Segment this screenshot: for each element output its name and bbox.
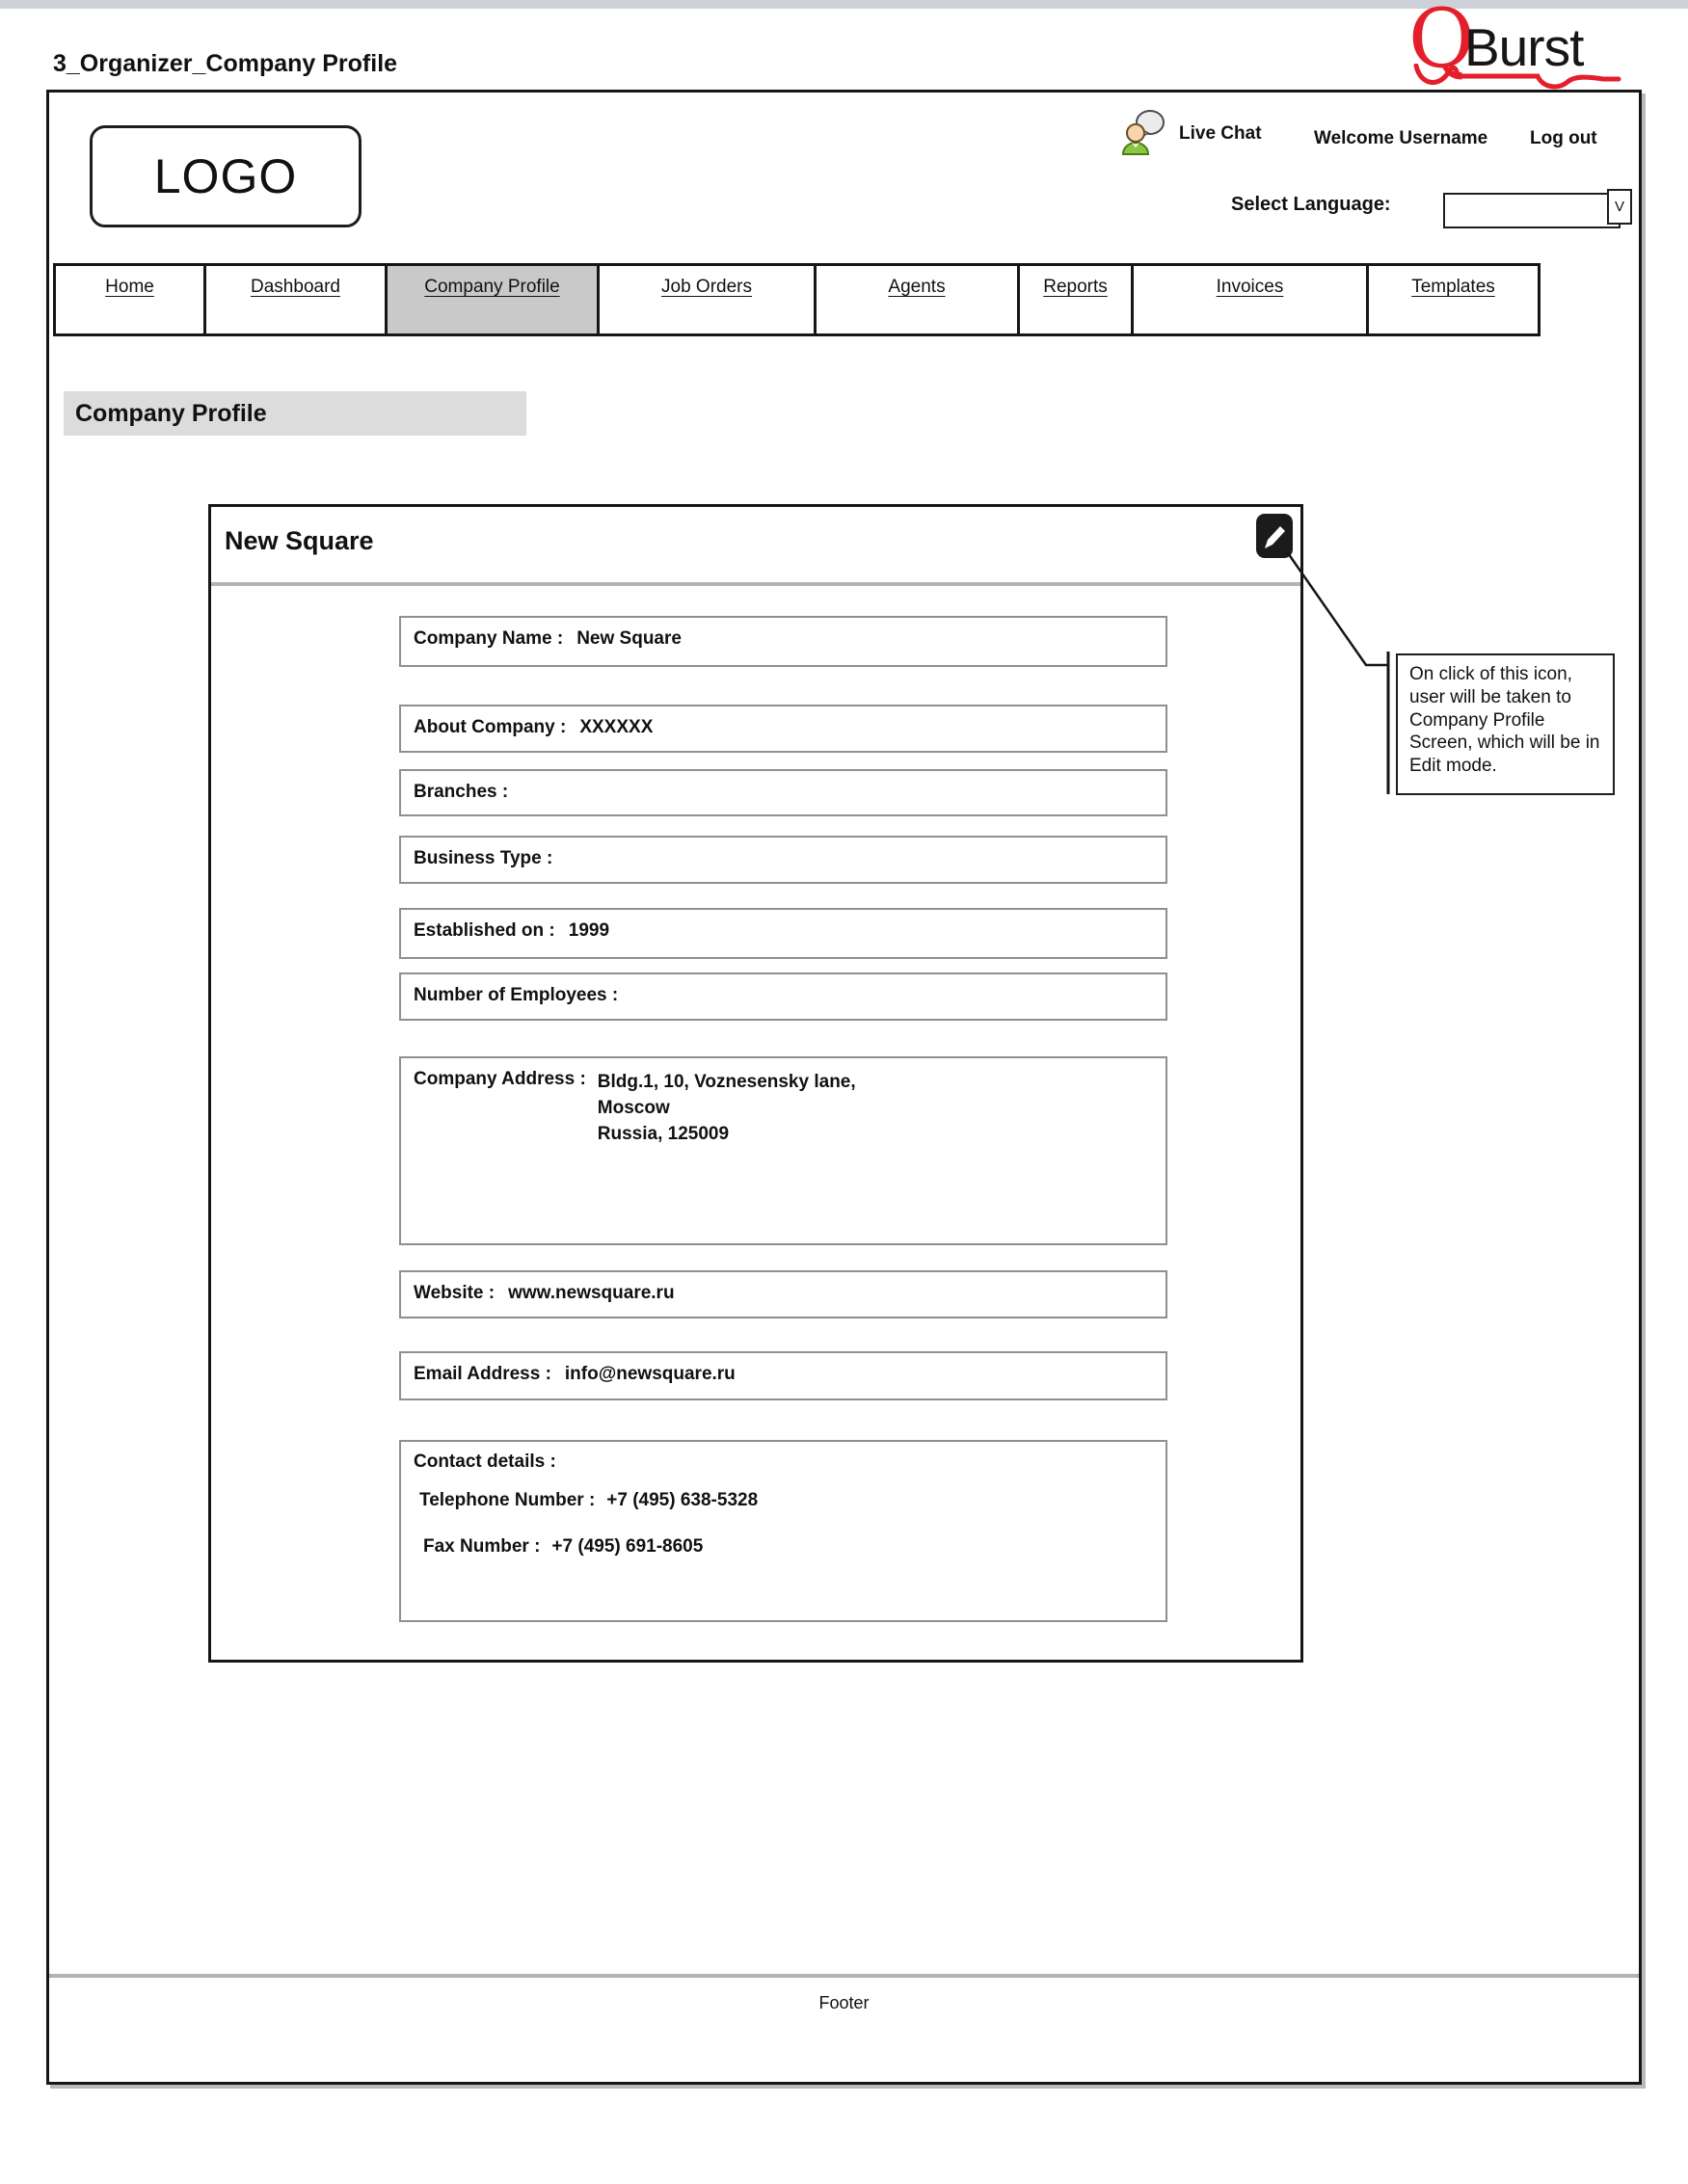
site-logo-placeholder: LOGO [90, 125, 362, 227]
panel-divider [211, 582, 1300, 586]
field-label: About Company : [414, 717, 567, 737]
nav-tab-dashboard-label: Dashboard [251, 277, 340, 297]
telephone-row [401, 1490, 1166, 1511]
pencil-icon [1261, 519, 1288, 552]
field-company-address [399, 1056, 1167, 1245]
field-company-name [399, 616, 1167, 667]
field-number-of-employees [399, 972, 1167, 1021]
live-chat-person-icon [1117, 110, 1167, 158]
language-select-value [1443, 193, 1621, 228]
field-label: Branches : [414, 782, 509, 802]
field-label: Website : [414, 1283, 496, 1303]
qburst-q-letter: Q [1408, 0, 1475, 86]
welcome-username-text: Welcome Username [1314, 128, 1488, 148]
nav-tab-reports[interactable] [1017, 263, 1134, 336]
page-title: Company Profile [64, 391, 526, 436]
nav-tab-company-profile-label: Company Profile [424, 277, 560, 297]
nav-tab-invoices[interactable] [1131, 263, 1369, 336]
field-website [399, 1270, 1167, 1318]
field-label: Fax Number : [423, 1536, 541, 1557]
logout-link[interactable]: Log out [1530, 128, 1597, 148]
language-select[interactable] [1443, 189, 1632, 226]
field-label: Established on : [414, 920, 555, 941]
field-business-type [399, 836, 1167, 884]
qburst-wordmark: Burst [1464, 17, 1584, 77]
address-line: Russia, 125009 [597, 1124, 730, 1144]
field-label: Company Name : [414, 628, 564, 649]
nav-tab-invoices-label: Invoices [1216, 277, 1284, 297]
address-line: Moscow [597, 1098, 670, 1118]
footer-divider [49, 1974, 1639, 1978]
footer-text: Footer [818, 1993, 870, 2012]
nav-tab-templates-label: Templates [1411, 277, 1495, 297]
field-email-address [399, 1351, 1167, 1400]
company-name-heading: New Square [225, 526, 374, 555]
field-label: Company Address : [414, 1069, 586, 1089]
chevron-down-icon: V [1607, 189, 1632, 225]
live-chat-label: Live Chat [1179, 123, 1262, 144]
live-chat-button[interactable] [1117, 110, 1262, 158]
address-line: Bldg.1, 10, Voznesensky lane, [597, 1072, 856, 1092]
nav-tab-job-orders-label: Job Orders [661, 277, 752, 297]
field-label: Telephone Number : [419, 1490, 596, 1510]
field-value: +7 (495) 691-8605 [551, 1536, 704, 1557]
wireframe-title: 3_Organizer_Company Profile [53, 50, 398, 77]
field-value: New Square [576, 628, 682, 649]
nav-tab-job-orders[interactable] [597, 263, 817, 336]
field-value: 1999 [568, 920, 610, 941]
nav-tab-dashboard[interactable] [203, 263, 388, 336]
contact-details-label: Contact details : [414, 1452, 556, 1472]
edit-button[interactable] [1256, 514, 1293, 558]
field-established-on [399, 908, 1167, 959]
select-language-label: Select Language: [1231, 194, 1391, 215]
company-profile-panel [208, 504, 1303, 1663]
field-contact-details [399, 1440, 1167, 1622]
app-frame [46, 90, 1642, 2085]
field-about-company [399, 705, 1167, 753]
field-value: +7 (495) 638-5328 [606, 1490, 759, 1510]
field-value: www.newsquare.ru [508, 1283, 675, 1303]
field-label: Number of Employees : [414, 985, 619, 1005]
nav-tab-reports-label: Reports [1043, 277, 1108, 297]
nav-tab-home[interactable] [53, 263, 206, 336]
field-value: info@newsquare.ru [564, 1364, 736, 1384]
field-label: Business Type : [414, 848, 553, 868]
field-value [598, 1069, 856, 1147]
annotation-callout: On click of this icon, user will be taken to Company Profile Screen, which will be in Edit mode. [1396, 653, 1615, 795]
field-value: XXXXXX [579, 717, 654, 737]
nav-tab-home-label: Home [105, 277, 154, 297]
main-nav [53, 263, 1541, 336]
nav-tab-agents-label: Agents [888, 277, 946, 297]
field-branches [399, 769, 1167, 816]
fax-row [401, 1536, 1166, 1558]
field-label: Email Address : [414, 1364, 551, 1384]
nav-tab-templates[interactable] [1366, 263, 1541, 336]
nav-tab-company-profile[interactable] [385, 263, 600, 336]
nav-tab-agents[interactable] [814, 263, 1020, 336]
qburst-logo [1408, 0, 1630, 93]
